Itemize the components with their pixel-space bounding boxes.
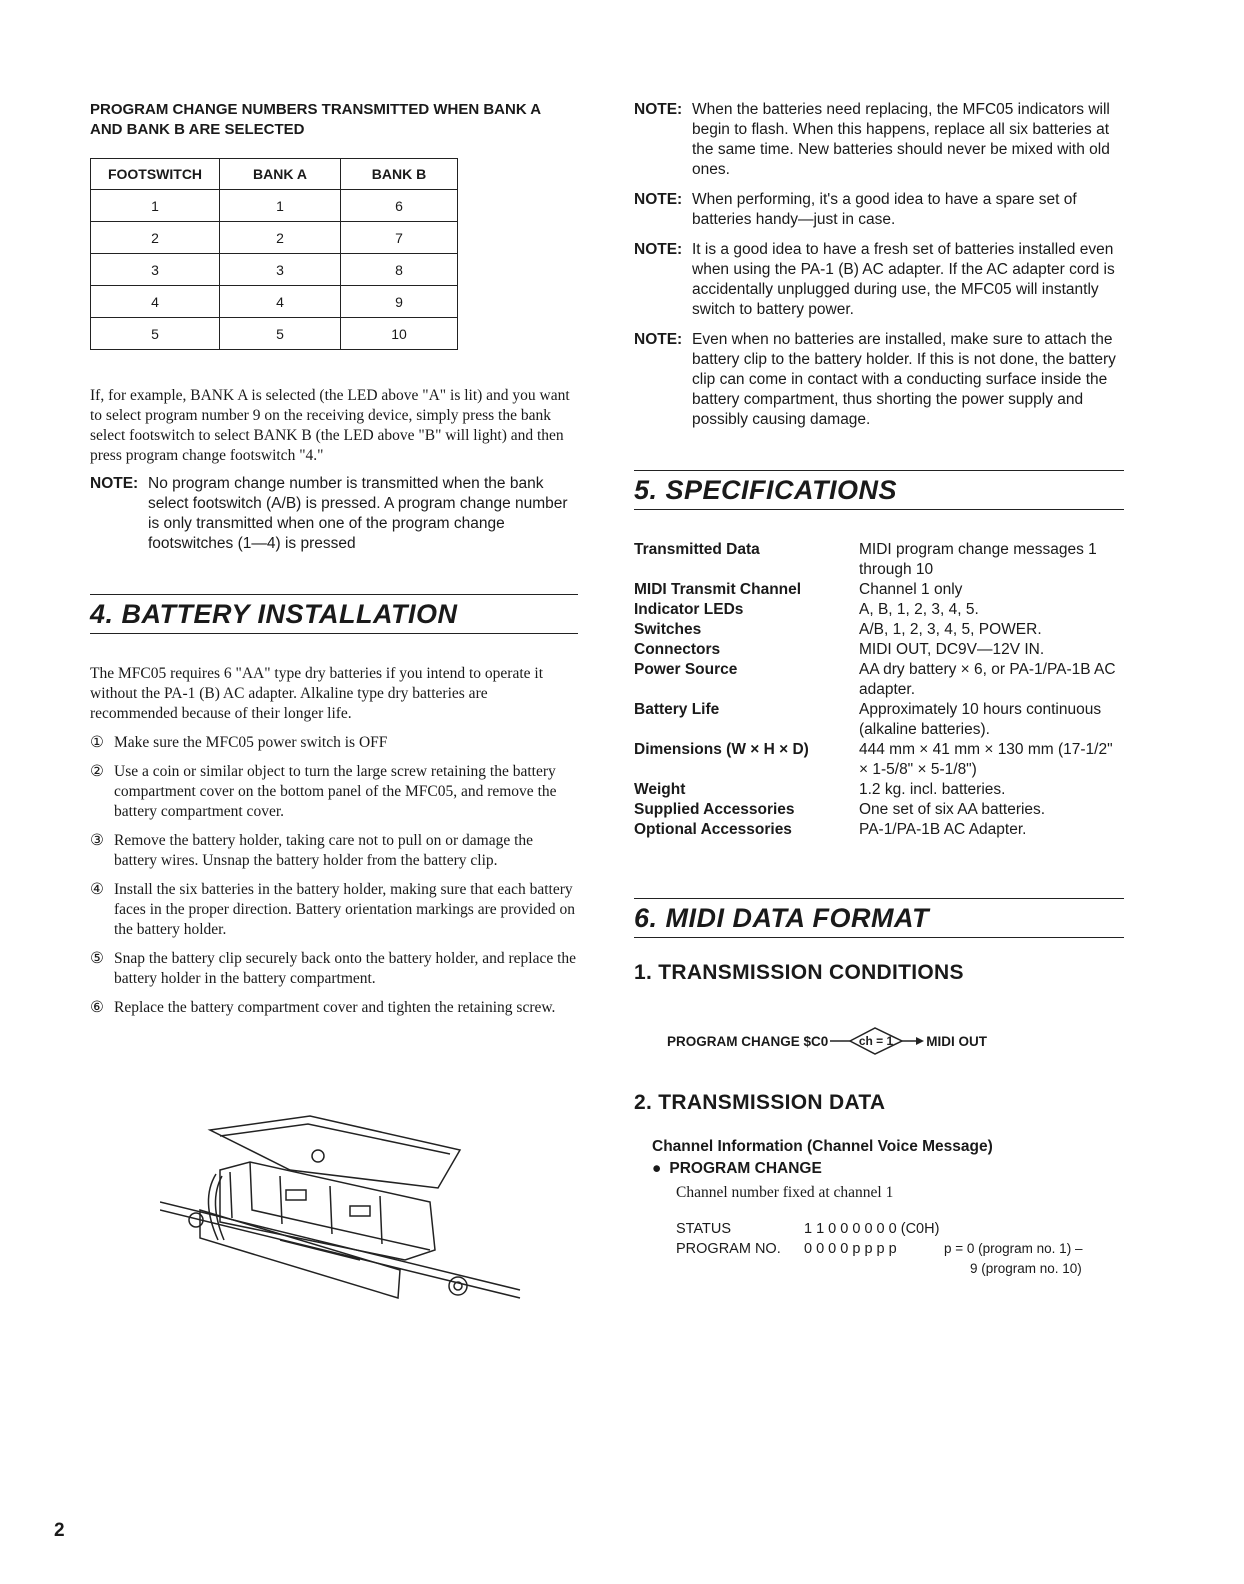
diagram-channel-label: ch = 1 bbox=[859, 1034, 894, 1048]
table-cell: 5 bbox=[220, 318, 341, 350]
list-item bbox=[90, 949, 578, 989]
spec-label: Optional Accessories bbox=[634, 821, 792, 838]
note-text: When performing, it's a good idea to have a spare set of batteries handy—just in case. bbox=[692, 191, 1077, 228]
spec-label: Supplied Accessories bbox=[634, 801, 795, 818]
step-number: ① bbox=[90, 734, 104, 751]
specifications-heading: 5. SPECIFICATIONS bbox=[634, 470, 1124, 510]
diagram-midi-out: MIDI OUT bbox=[926, 1033, 988, 1049]
diagram-connector bbox=[830, 1024, 924, 1058]
spec-label: Switches bbox=[634, 621, 702, 638]
program-value: 0 0 0 0 p p p p bbox=[804, 1241, 897, 1257]
table-cell: 6 bbox=[341, 190, 458, 222]
left-column bbox=[90, 100, 578, 1027]
fixed-channel-text: Channel number fixed at channel 1 bbox=[676, 1184, 894, 1201]
program-note-row bbox=[970, 1259, 1124, 1279]
table-cell: 1 bbox=[220, 190, 341, 222]
spec-value: Channel 1 only bbox=[859, 581, 963, 598]
spec-value: AA dry battery × 6, or PA-1/PA-1B AC adapter. bbox=[859, 661, 1116, 698]
program-label: PROGRAM NO. bbox=[676, 1241, 781, 1257]
table-cell: 3 bbox=[91, 254, 220, 286]
step-text: Snap the battery clip securely back onto the battery holder, and replace the battery holder in the battery compartment. bbox=[114, 950, 577, 987]
spec-value: Approximately 10 hours continuous (alkaline batteries). bbox=[859, 701, 1102, 738]
step-number: ③ bbox=[90, 832, 104, 849]
step-number: ⑥ bbox=[90, 999, 104, 1016]
spec-label: Battery Life bbox=[634, 701, 720, 718]
right-column bbox=[634, 100, 1124, 1279]
spec-label: Transmitted Data bbox=[634, 541, 760, 558]
specifications-list bbox=[634, 540, 1124, 840]
list-item bbox=[90, 880, 578, 940]
step-text: Use a coin or similar object to turn the large screw retaining the battery compartment cover on the bottom panel of the MFC05, and remove the battery compartment cover. bbox=[114, 763, 557, 820]
table-cell: 10 bbox=[341, 318, 458, 350]
table-cell: 1 bbox=[91, 190, 220, 222]
spec-label: Weight bbox=[634, 781, 686, 798]
step-text: Replace the battery compartment cover and tighten the retaining screw. bbox=[114, 999, 556, 1016]
spec-value: A/B, 1, 2, 3, 4, 5, POWER. bbox=[859, 621, 1042, 638]
status-row bbox=[676, 1219, 1124, 1239]
table-row bbox=[91, 286, 458, 318]
table-cell: 8 bbox=[341, 254, 458, 286]
spec-value: PA-1/PA-1B AC Adapter. bbox=[859, 821, 1027, 838]
note-batteries-replacing bbox=[634, 100, 1124, 180]
table-cell: 2 bbox=[91, 222, 220, 254]
table-header-row bbox=[91, 159, 458, 190]
table-cell: 3 bbox=[220, 254, 341, 286]
table-cell: 7 bbox=[341, 222, 458, 254]
program-note-1: p = 0 (program no. 1) – bbox=[944, 1241, 1083, 1256]
note-spare-batteries bbox=[634, 190, 1124, 230]
page-number: 2 bbox=[54, 1520, 65, 1541]
spec-label: Dimensions (W × H × D) bbox=[634, 741, 809, 758]
status-value: 1 1 0 0 0 0 0 0 (C0H) bbox=[804, 1221, 940, 1237]
table-cell: 5 bbox=[91, 318, 220, 350]
step-number: ④ bbox=[90, 881, 104, 898]
program-table-title: PROGRAM CHANGE NUMBERS TRANSMITTED WHEN BANK A AND BANK B ARE SELECTED bbox=[90, 101, 541, 138]
spec-row bbox=[634, 820, 1124, 840]
transmission-diagram bbox=[667, 1024, 1124, 1058]
note-label: NOTE: bbox=[634, 101, 683, 118]
note-text: No program change number is transmitted when the bank select footswitch (A/B) is pressed. A program change number is only transmitted when one of the program change footswitches (1—4) is pressed bbox=[148, 475, 568, 552]
program-row bbox=[676, 1239, 1124, 1259]
table-row bbox=[91, 318, 458, 350]
transmission-conditions-heading: 1. TRANSMISSION CONDITIONS bbox=[634, 961, 964, 984]
note-fresh-batteries bbox=[634, 240, 1124, 320]
spec-row bbox=[634, 660, 1124, 700]
note-text: When the batteries need replacing, the MFC05 indicators will begin to flash. When this happens, replace all six batteries at the same time. New batteries should never be mixed with old ones. bbox=[692, 101, 1110, 178]
note-bank-select bbox=[90, 474, 578, 554]
diagram-program-change: PROGRAM CHANGE $C0 bbox=[667, 1033, 829, 1049]
battery-heading: 4. BATTERY INSTALLATION bbox=[90, 594, 578, 634]
program-change-bullet-row bbox=[652, 1160, 1124, 1178]
step-number: ⑤ bbox=[90, 950, 104, 967]
spec-value: MIDI OUT, DC9V—12V IN. bbox=[859, 641, 1045, 658]
header-bank-b: BANK B bbox=[341, 159, 458, 190]
spec-value: A, B, 1, 2, 3, 4, 5. bbox=[859, 601, 979, 618]
note-text: Even when no batteries are installed, make sure to attach the battery clip to the battery holder. If this is not done, the battery clip can come in contact with a conducting surface inside the battery compartment, thus shorting the power supply and possibly causing damage. bbox=[692, 331, 1116, 428]
spec-value: MIDI program change messages 1 through 10 bbox=[859, 541, 1097, 578]
table-row bbox=[91, 190, 458, 222]
spec-label: MIDI Transmit Channel bbox=[634, 581, 802, 598]
spec-row bbox=[634, 800, 1124, 820]
program-note-2: 9 (program no. 10) bbox=[970, 1261, 1082, 1276]
table-cell: 4 bbox=[91, 286, 220, 318]
note-label: NOTE: bbox=[90, 475, 139, 492]
spec-label: Indicator LEDs bbox=[634, 601, 744, 618]
note-label: NOTE: bbox=[634, 241, 683, 258]
spec-row bbox=[634, 640, 1124, 660]
transmission-data-heading: 2. TRANSMISSION DATA bbox=[634, 1091, 886, 1114]
list-item bbox=[90, 831, 578, 871]
note-text: It is a good idea to have a fresh set of batteries installed even when using the PA-1 (B) AC adapter. If the AC adapter cord is accidentally unplugged during use, the MFC05 will instantly switch to battery power. bbox=[692, 241, 1115, 318]
list-item bbox=[90, 733, 578, 753]
battery-intro: The MFC05 requires 6 "AA" type dry batteries if you intend to operate it without the PA-1 (B) AC adapter. Alkaline type dry batteries are recommended because of their longer life. bbox=[90, 665, 544, 722]
battery-steps bbox=[90, 733, 578, 1018]
spec-label: Connectors bbox=[634, 641, 721, 658]
step-text: Make sure the MFC05 power switch is OFF bbox=[114, 734, 388, 751]
spec-value: 1.2 kg. incl. batteries. bbox=[859, 781, 1006, 798]
bullet-icon: ● bbox=[652, 1160, 662, 1177]
spec-row bbox=[634, 580, 1124, 600]
note-battery-clip bbox=[634, 330, 1124, 430]
list-item bbox=[90, 762, 578, 822]
step-number: ② bbox=[90, 763, 104, 780]
midi-format-heading: 6. MIDI DATA FORMAT bbox=[634, 898, 1124, 938]
table-cell: 4 bbox=[220, 286, 341, 318]
example-paragraph: If, for example, BANK A is selected (the LED above "A" is lit) and you want to select program number 9 on the receiving device, simply press the bank select footswitch to select BANK B (the LED above "B" will light) and then press program change footswitch "4." bbox=[90, 387, 570, 464]
status-label: STATUS bbox=[676, 1221, 732, 1237]
step-text: Install the six batteries in the battery holder, making sure that each battery faces in the proper direction. Battery orientation markings are provided on the battery holder. bbox=[114, 881, 575, 938]
spec-row bbox=[634, 620, 1124, 640]
program-change-bullet: PROGRAM CHANGE bbox=[669, 1160, 822, 1177]
note-label: NOTE: bbox=[634, 191, 683, 208]
table-row bbox=[91, 222, 458, 254]
program-change-table bbox=[90, 158, 458, 350]
channel-info: Channel Information (Channel Voice Message) bbox=[652, 1138, 993, 1155]
spec-row bbox=[634, 600, 1124, 620]
step-text: Remove the battery holder, taking care not to pull on or damage the battery wires. Unsnap the battery holder from the battery clip. bbox=[114, 832, 534, 869]
note-label: NOTE: bbox=[634, 331, 683, 348]
spec-row bbox=[634, 780, 1124, 800]
spec-row bbox=[634, 540, 1124, 580]
spec-label: Power Source bbox=[634, 661, 738, 678]
table-cell: 2 bbox=[220, 222, 341, 254]
spec-value: One set of six AA batteries. bbox=[859, 801, 1046, 818]
spec-row bbox=[634, 740, 1124, 780]
header-footswitch: FOOTSWITCH bbox=[91, 159, 220, 190]
header-bank-a: BANK A bbox=[220, 159, 341, 190]
battery-compartment-illustration bbox=[160, 1110, 550, 1300]
table-row bbox=[91, 254, 458, 286]
spec-row bbox=[634, 700, 1124, 740]
table-cell: 9 bbox=[341, 286, 458, 318]
spec-value: 444 mm × 41 mm × 130 mm (17-1/2" × 1-5/8" × 5-1/8") bbox=[859, 741, 1113, 778]
list-item bbox=[90, 998, 578, 1018]
